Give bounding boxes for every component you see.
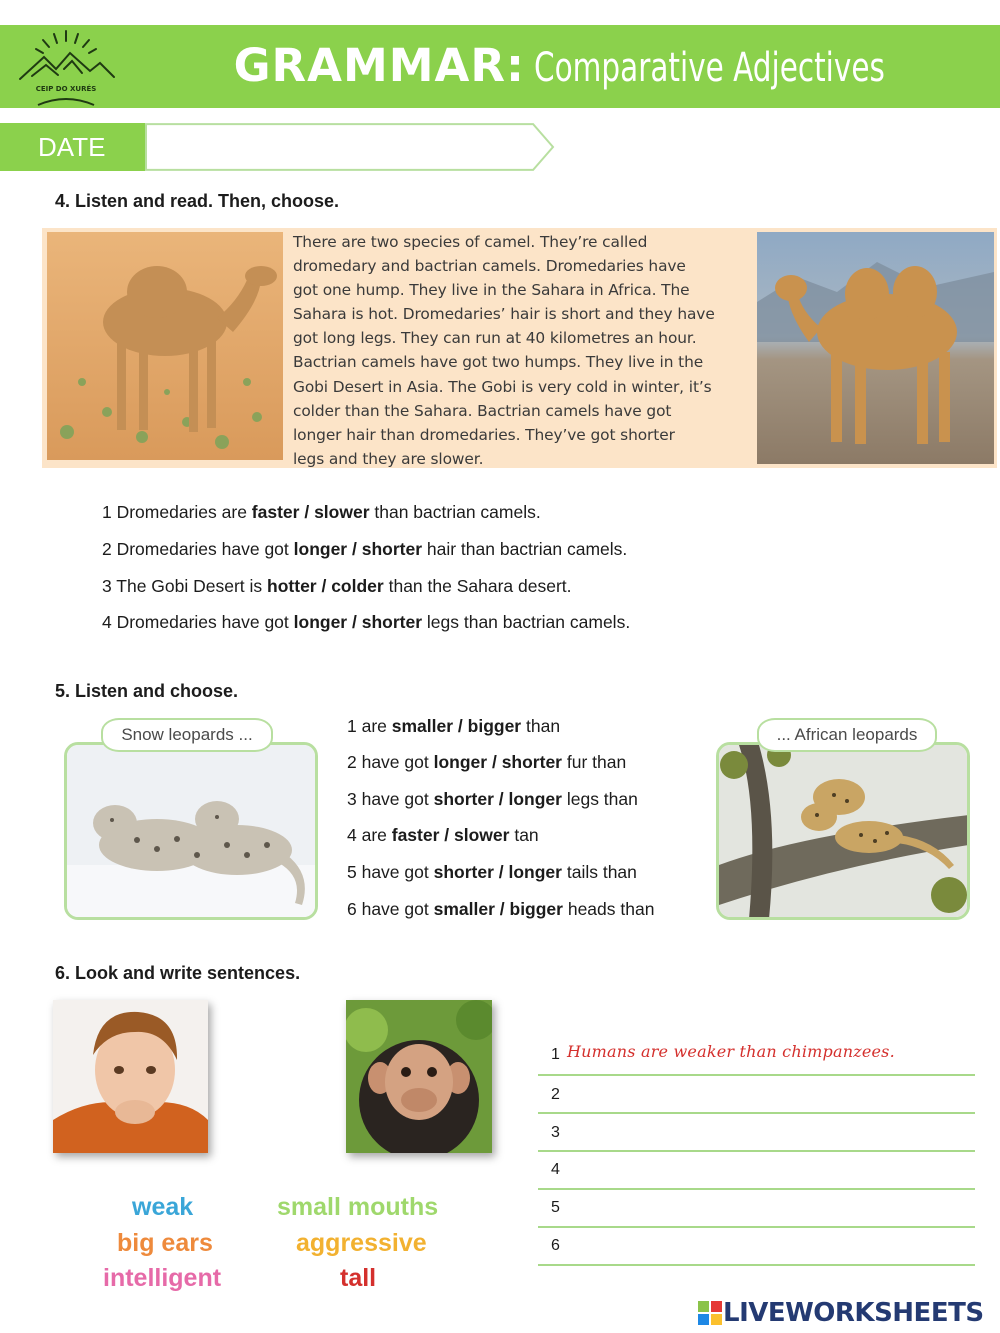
- choice-option[interactable]: bigger: [509, 899, 563, 919]
- choice-option[interactable]: longer: [293, 612, 348, 632]
- choice-option[interactable]: longer: [293, 539, 348, 559]
- choice-option[interactable]: colder: [331, 576, 384, 596]
- word-text: weak: [132, 1193, 194, 1221]
- answer-line-5[interactable]: [538, 1226, 975, 1228]
- question-5-4: [347, 825, 539, 846]
- choice-separator: /: [494, 899, 510, 919]
- question-text: than: [521, 716, 561, 736]
- question-5-1: [347, 716, 560, 737]
- question-5-5: [347, 862, 637, 883]
- word-text: aggressive: [296, 1229, 427, 1257]
- question-5-3: [347, 789, 638, 810]
- chimpanzee-photo: [346, 1000, 492, 1153]
- reading-line: got one hump. They live in the Sahara in Africa. The: [293, 281, 690, 300]
- snow-leopards-photo: [64, 742, 318, 920]
- liveworksheets-icon: [698, 1301, 722, 1325]
- reading-line: longer hair than dromedaries. They’ve got shorter: [293, 425, 675, 444]
- choice-separator: /: [453, 716, 468, 736]
- question-4-4: [102, 612, 630, 633]
- page-title-bold: GRAMMAR:: [233, 39, 526, 92]
- logo-arc-icon: [14, 93, 118, 109]
- reading-line: Gobi Desert in Asia. The Gobi is very cold in winter, it’s: [293, 377, 712, 396]
- line-number: 5: [551, 1199, 560, 1216]
- answer-line-1[interactable]: [538, 1074, 975, 1076]
- reading-line: got long legs. They can run at 40 kilometres an hour.: [293, 329, 697, 348]
- word-text: small mouths: [277, 1193, 439, 1221]
- answer-line-4[interactable]: [538, 1188, 975, 1190]
- question-text: legs than: [561, 789, 638, 809]
- bactrian-camel-photo: [757, 232, 994, 464]
- dromedary-photo: [47, 232, 283, 460]
- question-text: 1 Dromedaries are: [102, 502, 252, 522]
- snow-leopards-label: Snow leopards ...: [101, 718, 273, 752]
- choice-option[interactable]: hotter: [267, 576, 317, 596]
- question-text: 4 Dromedaries have got: [102, 612, 294, 632]
- section-5-heading: 5. Listen and choose.: [55, 681, 239, 701]
- choice-separator: /: [347, 612, 362, 632]
- choice-separator: /: [299, 502, 315, 522]
- line-number: 3: [551, 1124, 560, 1141]
- choice-separator: /: [487, 752, 502, 772]
- choice-option[interactable]: smaller: [391, 716, 454, 736]
- answer-line-6[interactable]: [538, 1264, 975, 1266]
- question-text: hair than bactrian camels.: [422, 539, 628, 559]
- reading-line: Sahara is hot. Dromedaries’ hair is short and they have: [293, 305, 715, 324]
- camel-reading-text: [293, 230, 748, 471]
- question-text: 6 have got: [347, 899, 434, 919]
- choice-option[interactable]: faster: [251, 502, 300, 522]
- answer-line-3[interactable]: [538, 1150, 975, 1152]
- question-text: 3 The Gobi Desert is: [102, 576, 268, 596]
- choice-option[interactable]: shorter: [433, 862, 494, 882]
- question-text: than the Sahara desert.: [383, 576, 572, 596]
- date-row: [0, 123, 560, 171]
- choice-option[interactable]: bigger: [467, 716, 522, 736]
- choice-option[interactable]: faster: [391, 825, 440, 845]
- school-name: CEIP DO XURÉS: [35, 85, 97, 93]
- choice-option[interactable]: longer: [508, 789, 562, 809]
- choice-option[interactable]: smaller: [433, 899, 495, 919]
- line-number: 4: [551, 1161, 560, 1178]
- question-text: fur than: [561, 752, 627, 772]
- word-tall: [340, 1264, 376, 1293]
- question-text: 3 have got: [347, 789, 434, 809]
- line-number: 2: [551, 1086, 560, 1103]
- question-text: legs than bactrian camels.: [422, 612, 631, 632]
- line-number: 1: [551, 1046, 560, 1063]
- reading-line: Bactrian camels have got two humps. They live in the: [293, 353, 704, 372]
- boy-photo: [53, 1000, 208, 1153]
- choice-option[interactable]: slower: [454, 825, 510, 845]
- date-label: DATE: [38, 132, 106, 162]
- choice-separator: /: [493, 862, 509, 882]
- choice-separator: /: [439, 825, 455, 845]
- word-text: tall: [340, 1264, 377, 1292]
- title-banner: [0, 25, 1000, 108]
- choice-separator: /: [316, 576, 332, 596]
- question-text: tan: [509, 825, 539, 845]
- choice-option[interactable]: longer: [508, 862, 562, 882]
- african-leopards-label: ... African leopards: [757, 718, 937, 752]
- page-title-subtitle: Comparative Adjectives: [534, 45, 885, 91]
- question-4-2: [102, 539, 627, 560]
- question-5-6: [347, 899, 654, 920]
- word-text: intelligent: [103, 1264, 222, 1292]
- liveworksheets-brand: LIVEWORKSHEETS: [723, 1298, 984, 1328]
- african-leopards-photo: [716, 742, 970, 920]
- choice-separator: /: [347, 539, 362, 559]
- example-answer: Humans are weaker than chimpanzees.: [567, 1042, 895, 1061]
- reading-line: legs and they are slower.: [293, 449, 484, 468]
- choice-option[interactable]: shorter: [361, 612, 423, 632]
- word-weak: [132, 1193, 193, 1222]
- question-text: tails than: [561, 862, 637, 882]
- reading-line: colder than the Sahara. Bactrian camels have got: [293, 401, 672, 420]
- word-big-ears: [117, 1229, 213, 1258]
- question-text: 1 are: [347, 716, 392, 736]
- choice-option[interactable]: shorter: [501, 752, 562, 772]
- question-text: 2 have got: [347, 752, 434, 772]
- choice-separator: /: [493, 789, 509, 809]
- mountain-sun-icon: [14, 29, 118, 89]
- choice-option[interactable]: shorter: [361, 539, 423, 559]
- question-text: 5 have got: [347, 862, 434, 882]
- question-5-2: [347, 752, 626, 773]
- choice-option[interactable]: slower: [314, 502, 370, 522]
- word-intelligent: [103, 1264, 221, 1293]
- section-4-heading: 4. Listen and read. Then, choose.: [55, 191, 340, 211]
- choice-option[interactable]: longer: [433, 752, 488, 772]
- date-input[interactable]: [145, 123, 555, 171]
- word-text: big ears: [117, 1229, 213, 1257]
- school-logo: [14, 29, 118, 107]
- section-6-heading: 6. Look and write sentences.: [55, 963, 301, 983]
- word-small-mouths: [277, 1193, 438, 1222]
- answer-line-2[interactable]: [538, 1112, 975, 1114]
- question-text: 4 are: [347, 825, 392, 845]
- question-4-3: [102, 576, 572, 597]
- choice-option[interactable]: shorter: [433, 789, 494, 809]
- reading-line: There are two species of camel. They’re called: [293, 233, 648, 251]
- reading-line: dromedary and bactrian camels. Dromedaries have: [293, 257, 686, 276]
- line-number: 6: [551, 1237, 560, 1254]
- question-text: than bactrian camels.: [369, 502, 541, 522]
- question-text: heads than: [562, 899, 655, 919]
- question-text: 2 Dromedaries have got: [102, 539, 294, 559]
- page-title: [234, 33, 962, 99]
- word-aggressive: [296, 1229, 427, 1258]
- question-4-1: [102, 502, 541, 523]
